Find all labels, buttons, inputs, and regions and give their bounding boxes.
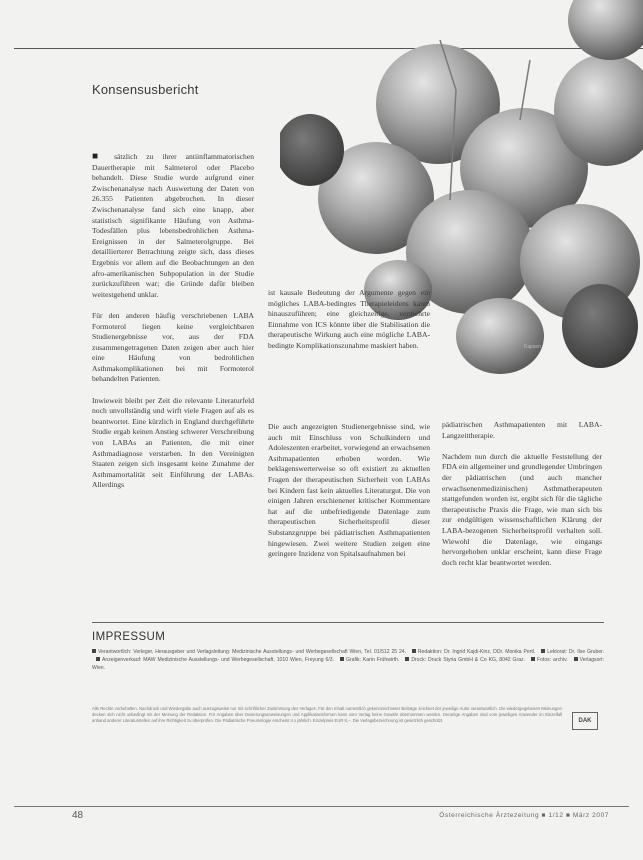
- footer-rule: [14, 806, 629, 807]
- bullet-square-icon: [340, 657, 344, 661]
- bullet-square-icon: [574, 657, 578, 661]
- bullet-square-icon: [92, 649, 96, 653]
- impressum-item: Verlagsort: Wien.: [92, 657, 604, 671]
- article-column-1: [92, 152, 254, 502]
- paragraph-text: sätzlich zu ihrer antiinflammatorischen Dauertherapie mit Salmeterol oder Placebo behandelt. Diese Studie wurde aufgrund einer Zwischenanalyse nach Auswertung der Daten von 26.355 Patienten abgebrochen. In dieser Zwischenanalyse fand sich eine knapp, aber statistisch signifikante Häufung von Asthma-Todesfällen plus lebensbedrohlichen Asthma-Ereignissen in der Salmeterolgruppe. Bei detaillierterer Betrachtung zeigte sich, dass dieses Ergebnis vor allem auf die Beobachtungen an den afro-amerikanischen Subpopulation in der Studie zurückzuführen war; die Gründe dafür bleiben weitestgehend unklar.: [92, 152, 254, 299]
- article-column-2-top: [268, 288, 430, 362]
- page-number: 48: [72, 810, 84, 821]
- impressum-text: [92, 648, 604, 672]
- impressum-item: Verantwortlich: Verleger, Herausgeber und Verlagsleitung: Medizinische Ausstellungs- und Werbegesellschaft Wien, Tel. 01/512 25 24.: [98, 649, 407, 655]
- paragraph: ist kausale Bedeutung der Argumente gegen ein mögliches LABA-bedingtes Therapieleidens kaum hinauszuführen; eine gleichzeitige, vermehrte Einnahme von ICS könnte über die Stabilisation die therapeutische Wirkung auch eine mögliche LABA-bedingte Komplikationszunahme maskiert haben.: [268, 288, 430, 350]
- article-column-3: [442, 420, 602, 579]
- article-column-2-bottom: [268, 422, 430, 570]
- section-label: Konsensusbericht: [92, 82, 199, 97]
- impressum-item: Lektorat: Dr. Ilse Gruber.: [547, 649, 604, 655]
- paragraph: [92, 152, 254, 300]
- dropcap: ■: [92, 151, 106, 162]
- impressum-item: Druck: Druck Styria GmbH & Co KG, 8042 Graz.: [411, 657, 526, 663]
- paragraph: pädiatrischen Asthmapatienten mit LABA-Langzeittherapie.: [442, 420, 602, 440]
- impressum-item: Fotos: archiv.: [536, 657, 568, 663]
- impressum-item: Redaktion: Dr. Ingrid Kajdi-Kinz, DDr. Monika Pertl.: [417, 649, 536, 655]
- impressum-title: IMPRESSUM: [92, 631, 166, 643]
- paragraph: Nachdem nun durch die aktuelle Feststellung der FDA ein allgemeiner und grundlegender Umbringen der pädiatrischen (und auch mancher erwachsenenmedizinischen) Asthmatherapeuten stattgefunden worden ist, ergibt sich für die tägliche therapeutische Praxis die Frage, wie man sich bis zur endgültigen wissenschaftlichen Klärung der LABA-bezogenen Sicherheitsprofil verhalten soll. Wiewohl die Datenlage, wie eingangs hervorgehoben unklar erscheint, kann diese Frage doch recht klar beantwortet werden.: [442, 451, 602, 567]
- impressum-item: Grafik: Karin Frühwirth.: [345, 657, 400, 663]
- journal-reference: Österreichische Ärztezeitung ■ 1/12 ■ März 2007: [439, 812, 609, 819]
- bullet-square-icon: [405, 657, 409, 661]
- impressum-box: [92, 622, 604, 672]
- bullet-square-icon: [96, 657, 100, 661]
- figure-caption: Kapsen: [524, 344, 541, 350]
- paragraph: Die auch angezeigten Studienergebnisse sind, wie auch mit Einschluss von Schulkindern und Adoleszenten erarbeitet, vorwiegend an erwachsenen Asthmapatienten erhoben worden. Wie beklagenswerterweise so oft existiert zu aktuellen Fragen der therapeutischen Sicherheit von LABAs bei Kindern fast kein aktuelles Literaturgut. Die von einigen Jahren erschienener kritischer Kommentare hat auf die unbefriedigende Datenlage zum therapeutischen Sicherheitsprofil dieser Substanzgruppe bei pädiatrischen Asthmapatienten hingewiesen. Zwei weitere Studien zeigen eine geringere Inzidenz von Spitalsaufnahmen bei: [268, 422, 430, 559]
- impressum-fineprint: Alle Rechte vorbehalten. Nachdruck und Wiedergabe auch auszugsweise nur mit schriftlicher Zustimmung des Verlages. Für den Inhalt namentlich gekennzeichneter Beiträge zeichnet der jeweilige Autor verantwortlich. Die wiedergegebenen Meinungen decken sich nicht unbedingt mit der Meinung der Redaktion. Für Angaben über Dosierungsanweisungen und Applikationsformen kann vom Verlag keine Gewähr übernommen werden. Derartige Angaben sind vom jeweiligen Anwender im Einzelfall anhand anderer Literaturstellen auf ihre Richtigkeit zu überprüfen. Die Pädiatrische Pneumologie erscheint 4 x jährlich. Einzelpreis EUR 8,–. Die Verlagsbezeichnung ist gesetzlich geschützt.: [92, 706, 562, 723]
- impressum-item: Anzeigenverkauf: MAW Medizinische Ausstellungs- und Werbegesellschaft, 1010 Wien, Freyung 6/3.: [102, 657, 335, 663]
- paragraph: Für den anderen häufig verschriebenen LABA Formoterol liegen keine vergleichbaren Studienergebnisse vor, aus der FDA zusammengetragenen Daten zeigen aber auch hier eine Häufung von bedrohlichen Asthmakomplikationen bei mit Formoterol behandelten Patienten.: [92, 310, 254, 384]
- bullet-square-icon: [541, 649, 545, 653]
- impressum-rule: [92, 622, 604, 623]
- bullet-square-icon: [531, 657, 535, 661]
- bullet-square-icon: [412, 649, 416, 653]
- dak-logo: DAK: [572, 712, 598, 730]
- paragraph: Inwieweit bleibt per Zeit die relevante Literaturfeld noch unvollständig und wirft viele Fragen auf als es beantwortet. Eine kürzlich in England durchgeführte Studie ergab keinen Anstieg schwerer Verschreibung von LABAs an Patienten, die mit einer Asthmadiagnose verstarben. In den Vereinigten Staaten zeigen sich insgesamt keine Zunahme der Asthmamortalität seit Einführung der LABAs. Allerdings: [92, 395, 254, 490]
